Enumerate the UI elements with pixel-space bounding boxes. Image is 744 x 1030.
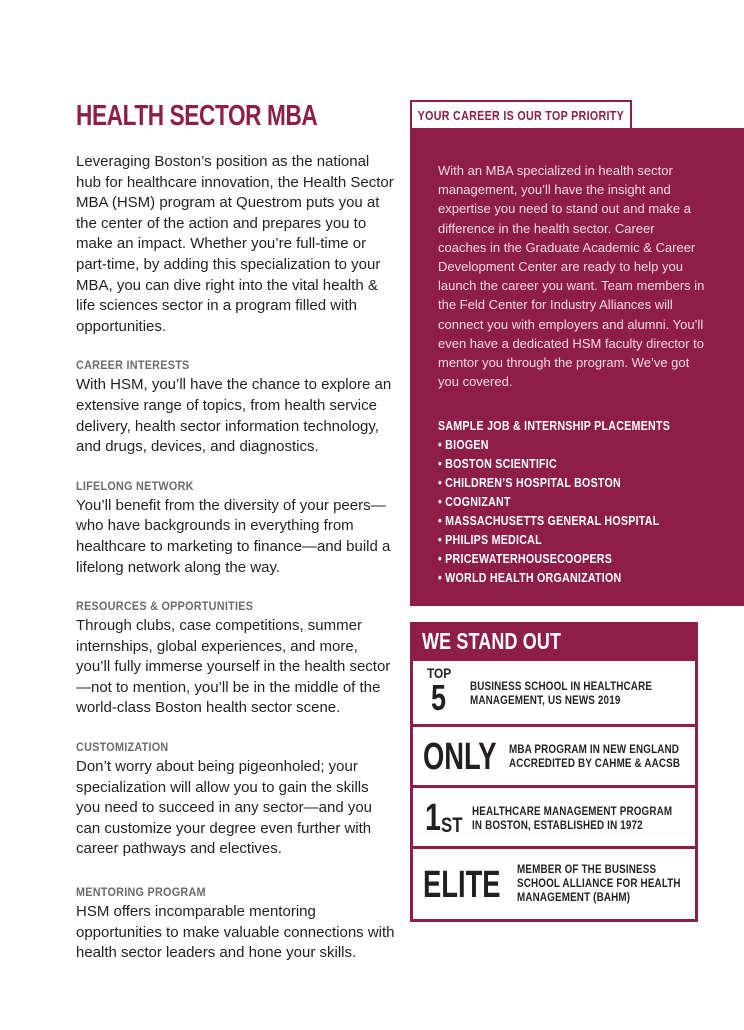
career-panel: [410, 128, 744, 606]
left-column: [76, 96, 396, 964]
placements-heading: SAMPLE JOB & INTERNSHIP PLACEMENTS: [438, 418, 671, 434]
stat-desc-line: MANAGEMENT (BAHM): [517, 890, 631, 904]
stat-big-number: 5: [431, 677, 447, 718]
stat-desc-line: BUSINESS SCHOOL IN HEALTHCARE: [470, 679, 653, 693]
standout-box: [410, 622, 698, 922]
list-item: • MASSACHUSETTS GENERAL HOSPITAL: [438, 513, 660, 529]
page-title: HEALTH SECTOR MBA: [76, 100, 318, 132]
section-body-lifelong-network: You’ll benefit from the diversity of your peers—who have backgrounds in everything from healthcare to marketing to finance—and build a lifelong network along the way.: [76, 496, 391, 576]
stat-elite: [413, 849, 695, 919]
stat-desc-line: HEALTHCARE MANAGEMENT PROGRAM: [472, 804, 673, 818]
list-item: • BOSTON SCIENTIFIC: [438, 456, 557, 472]
stat-desc-line: IN BOSTON, ESTABLISHED IN 1972: [472, 818, 643, 832]
stat-big-number: 1: [425, 797, 441, 839]
list-item: • BIOGEN: [438, 437, 489, 453]
stat-big-word: ELITE: [423, 864, 501, 906]
stat-only: [413, 727, 695, 785]
section-body-customization: Don’t worry about being pigeonholed; your specialization will allow you to gain the skills you need to succeed in any sector—and you can customize your degree even further with career pathways and electives.: [76, 758, 373, 858]
stat-desc-line: SCHOOL ALLIANCE FOR HEALTH: [517, 876, 681, 890]
section-heading-career-interests: CAREER INTERESTS: [76, 358, 190, 373]
stat-top-label: TOP: [427, 665, 452, 681]
intro-paragraph: Leveraging Boston’s position as the national hub for healthcare innovation, the Health Sector MBA (HSM) program at Questrom puts you at the center of the action and prepares you to make an impact. Whether you’re full-time or part-time, by adding this specialization to your MBA, you can dive right into the vital health & life sciences sector in a program filled with opportunities.: [76, 153, 394, 335]
section-heading-mentoring: MENTORING PROGRAM: [76, 885, 206, 900]
stat-big-word: ONLY: [423, 736, 497, 778]
list-item: • PHILIPS MEDICAL: [438, 532, 542, 548]
stat-desc-line: MANAGEMENT, US NEWS 2019: [470, 693, 621, 707]
career-paragraph: With an MBA specialized in health sector management, you’ll have the insight and expertise you need to stand out and make a difference in the health sector. Career coaches in the Graduate Academic & Career Development Center are ready to help you launch the career you want. Team members in the Feld Center for Industry Alliances will connect you with employers and alumni. You’ll even have a dedicated HSM faculty director to mentor you through the program. We’ve got you covered.: [438, 163, 705, 390]
section-heading-lifelong-network: LIFELONG NETWORK: [76, 478, 194, 493]
section-body-resources: Through clubs, case competitions, summer internships, global experiences, and more, you’ll fully immerse yourself in the health sector—not to mention, you’ll be in the middle of the world-class Boston health sector scene.: [76, 617, 391, 717]
stat-top5: [413, 661, 695, 724]
list-item: • CHILDREN’S HOSPITAL BOSTON: [438, 475, 621, 491]
career-tab-label: [410, 100, 632, 128]
stat-desc-line: MEMBER OF THE BUSINESS: [517, 862, 657, 876]
section-body-mentoring: HSM offers incomparable mentoring opportunities to make valuable connections with health sector leaders and hone your skills.: [76, 903, 395, 962]
list-item: • PRICEWATERHOUSECOOPERS: [438, 551, 613, 567]
stat-ordinal-suffix: ST: [441, 814, 463, 837]
placements-list: [438, 435, 714, 587]
stat-first: [413, 788, 695, 846]
standout-heading: WE STAND OUT: [422, 628, 562, 654]
stat-desc-line: ACCREDITED BY CAHME & AACSB: [509, 756, 681, 770]
section-heading-resources: RESOURCES & OPPORTUNITIES: [76, 599, 254, 614]
section-body-career-interests: With HSM, you’ll have the chance to explore an extensive range of topics, from health service delivery, health sector information technology, and drugs, devices, and diagnostics.: [76, 376, 392, 456]
career-tab-text: YOUR CAREER IS OUR TOP PRIORITY: [417, 107, 625, 123]
list-item: • COGNIZANT: [438, 494, 511, 510]
section-heading-customization: CUSTOMIZATION: [76, 740, 169, 755]
list-item: • WORLD HEALTH ORGANIZATION: [438, 570, 622, 586]
stat-desc-line: MBA PROGRAM IN NEW ENGLAND: [509, 742, 680, 756]
